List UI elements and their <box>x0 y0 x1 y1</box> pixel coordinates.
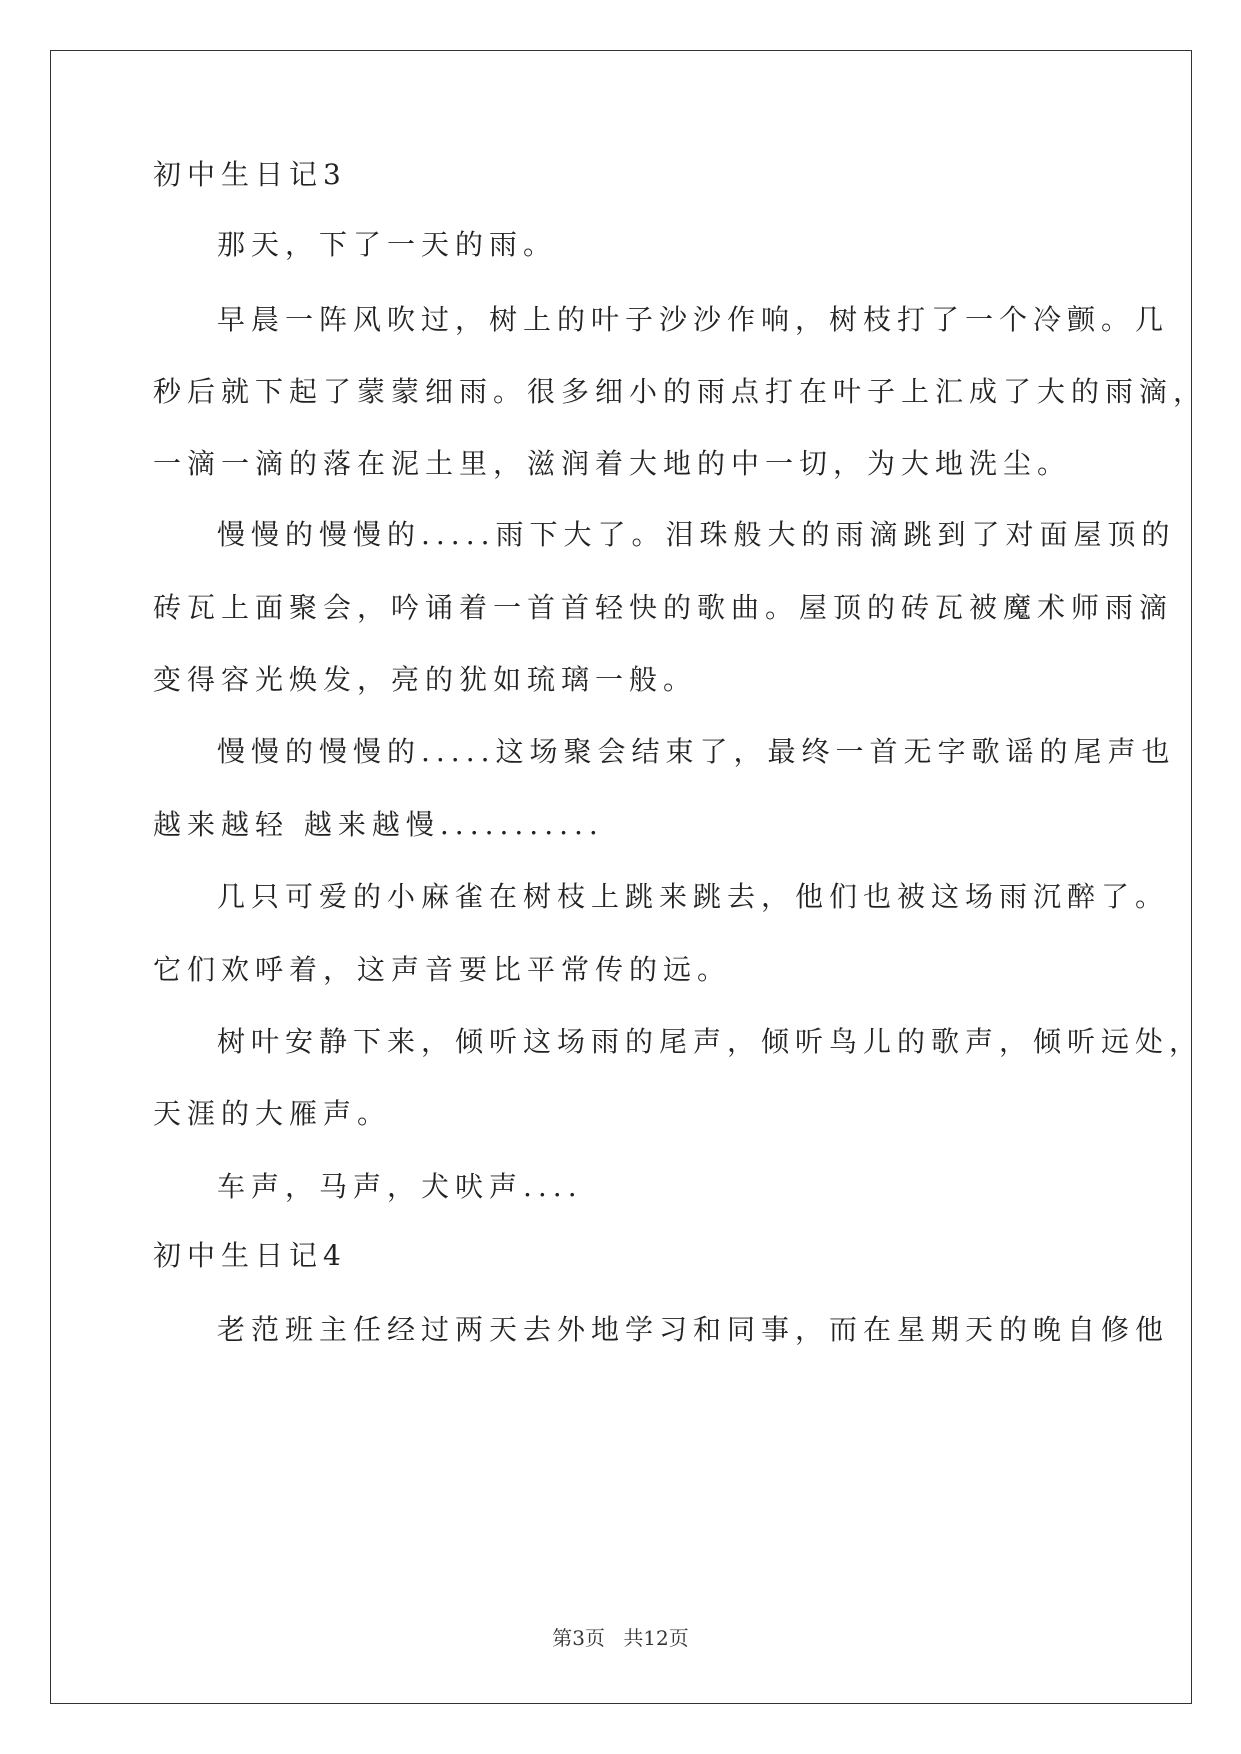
paragraph-line: 树叶安静下来，倾听这场雨的尾声，倾听鸟儿的歌声，倾听远处， <box>217 1025 1204 1058</box>
paragraph-line: 一滴一滴的落在泥土里，滋润着大地的中一切，为大地洗尘。 <box>153 447 1072 480</box>
paragraph-line: 天涯的大雁声。 <box>153 1097 392 1130</box>
paragraph-line: 越来越轻 越来越慢........... <box>153 808 604 841</box>
paragraph-line: 砖瓦上面聚会，吟诵着一首首轻快的歌曲。屋顶的砖瓦被魔术师雨滴 <box>153 591 1174 624</box>
paragraph-line: 秒后就下起了蒙蒙细雨。很多细小的雨点打在叶子上汇成了大的雨滴， <box>153 375 1208 408</box>
paragraph-line: 慢慢的慢慢的.....这场聚会结束了，最终一首无字歌谣的尾声也 <box>217 735 1176 768</box>
diary-title-4: 初中生日记4 <box>153 1239 347 1272</box>
page-total: 共12页 <box>623 1626 689 1650</box>
paragraph-line: 早晨一阵风吹过，树上的叶子沙沙作响，树枝打了一个冷颤。几 <box>217 303 1170 336</box>
page-footer <box>0 1624 1241 1652</box>
paragraph-line: 老范班主任经过两天去外地学习和同事，而在星期天的晚自修他 <box>217 1313 1170 1346</box>
paragraph-line: 慢慢的慢慢的.....雨下大了。泪珠般大的雨滴跳到了对面屋顶的 <box>217 518 1176 551</box>
page-number: 第3页 <box>552 1626 605 1650</box>
paragraph-line: 几只可爱的小麻雀在树枝上跳来跳去，他们也被这场雨沉醉了。 <box>217 880 1170 913</box>
paragraph-line: 变得容光焕发，亮的犹如琉璃一般。 <box>153 663 698 696</box>
paragraph-line: 它们欢呼着，这声音要比平常传的远。 <box>153 953 732 986</box>
paragraph-line: 那天，下了一天的雨。 <box>217 228 558 261</box>
paragraph-line: 车声，马声，犬吠声.... <box>217 1170 583 1203</box>
diary-title-3: 初中生日记3 <box>153 158 347 191</box>
